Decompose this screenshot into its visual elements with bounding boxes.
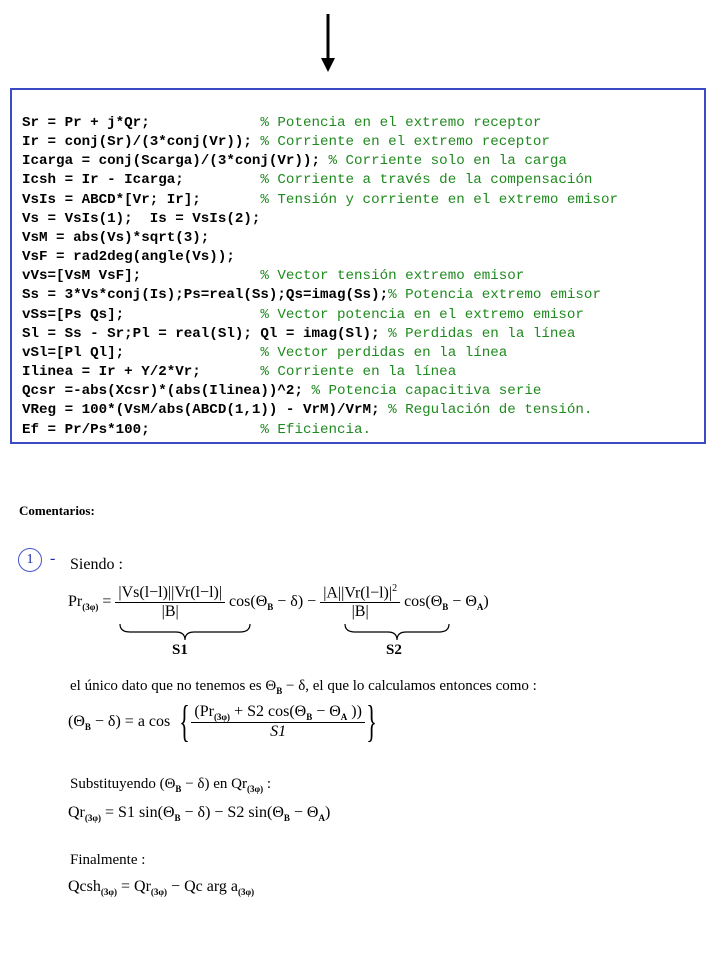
subs-sub2: (3φ) — [246, 784, 264, 794]
eq3-body: = S1 sin(Θ — [101, 804, 175, 821]
eq1-num2: |A||Vr(l−l)| — [323, 584, 393, 602]
code-statement: Sr = Pr + j*Qr; — [22, 115, 261, 131]
unico-sub: B — [276, 686, 283, 696]
item-number-badge: 1 — [18, 548, 42, 572]
code-comment: % Potencia en el extremo receptor — [260, 115, 542, 131]
code-statement: vVs=[VsM VsF]; — [22, 268, 261, 285]
unico-tail: − δ, el que lo calculamos entonces como : — [282, 678, 537, 694]
code-statement: Icarga = conj(Scarga)/(3*conj(Vr)); — [22, 153, 329, 170]
code-statement: VReg = 100*(VsM/abs(ABCD(1,1)) - VrM)/VrM; — [22, 402, 389, 419]
eq1-den2: |B| — [320, 602, 400, 621]
code-comment: % Corriente en la línea — [260, 364, 457, 381]
code-line — [22, 422, 371, 438]
s2-label: S2 — [386, 642, 402, 658]
code-statement: vSl=[Pl Ql]; — [22, 344, 261, 361]
code-line — [22, 402, 592, 418]
code-comment: % Perdidas en la línea — [388, 325, 576, 342]
comments-title: Comentarios: — [19, 503, 95, 518]
eq2-num-mid2: − Θ — [312, 703, 341, 720]
equation-qcsh — [68, 878, 254, 897]
code-statement: Ilinea = Ir + Y/2*Vr; — [22, 364, 261, 381]
eq2-num-sub-a: A — [340, 712, 348, 722]
equation-theta — [68, 697, 382, 746]
eq4-sub3: (3φ) — [237, 887, 255, 897]
eq2-num: (Pr — [194, 703, 214, 720]
code-line — [22, 345, 507, 361]
unico-text — [70, 678, 537, 696]
eq1-fraction-2 — [320, 583, 400, 621]
siendo-label: Siendo : — [70, 556, 123, 573]
unico-theta: Θ — [265, 678, 277, 694]
item-dash: - — [50, 550, 56, 567]
code-statement: vSs=[Ps Qs]; — [22, 306, 261, 323]
eq3-sub-b2: B — [283, 813, 290, 823]
eq4-mid2: − Qc arg a — [167, 878, 238, 895]
eq1-cos1-sub: B — [267, 601, 274, 612]
unico-text-lead: el único dato que no tenemos es — [70, 678, 262, 694]
eq1-cos2-mid: − Θ — [448, 592, 477, 610]
eq2-num-sub-b: B — [306, 712, 313, 722]
code-comment: % Corriente en el extremo receptor — [260, 134, 550, 151]
subs-tail: − δ) en Qr — [181, 776, 247, 792]
code-statement: VsM = abs(Vs)*sqrt(3); — [22, 229, 210, 246]
eq1-cos2-sub-a: A — [476, 601, 484, 612]
eq2-fraction — [191, 703, 365, 741]
eq3-sub-a: A — [318, 813, 325, 823]
eq3-mid: − δ) − S2 sin(Θ — [180, 804, 284, 821]
code-comment: % Corriente solo en la carga — [328, 153, 567, 170]
eq1-num2-exp: 2 — [392, 583, 398, 594]
code-comment: % Potencia extremo emisor — [388, 287, 601, 304]
eq1-equals: = — [102, 592, 112, 610]
eq2-lhs: (Θ — [68, 712, 85, 730]
eq1-cos2-sub-b: B — [442, 601, 449, 612]
code-comment: % Tensión y corriente en el extremo emisor — [260, 191, 618, 208]
code-line — [22, 268, 524, 284]
s2-brace-icon — [343, 622, 451, 642]
eq1-cos1-tail: − δ) − — [273, 592, 317, 610]
eq1-num2-wrap — [320, 583, 400, 602]
down-arrow-icon — [318, 14, 338, 74]
code-statement: Ir = conj(Sr)/(3*conj(Vr)); — [22, 134, 261, 151]
equation-qr — [68, 804, 330, 823]
code-line — [22, 326, 575, 342]
subs-sub: B — [175, 784, 182, 794]
eq2-lhs-tail: − δ) = a cos — [90, 712, 171, 730]
code-statement: VsIs = ABCD*[Vr; Ir]; — [22, 191, 261, 208]
eq2-num-sub: (3φ) — [213, 712, 231, 722]
eq1-cos1: cos(Θ — [229, 592, 268, 610]
code-comment: % Potencia capacitiva serie — [311, 383, 542, 400]
eq1-num1: |Vs(l−l)||Vr(l−l)| — [118, 583, 223, 601]
code-line — [22, 134, 550, 150]
code-line — [22, 307, 584, 323]
eq4-sub2: (3φ) — [150, 887, 168, 897]
eq3-lhs: Qr — [68, 804, 85, 821]
code-line — [22, 172, 592, 188]
code-line — [22, 230, 209, 246]
code-statement: Vs = VsIs(1); Is = VsIs(2); — [22, 210, 261, 227]
eq1-fraction-1 — [115, 584, 225, 621]
code-listing-box — [10, 88, 706, 444]
eq3-mid2: − Θ — [289, 804, 319, 821]
code-comment: % Eficiencia. — [260, 421, 372, 438]
code-comment: % Regulación de tensión. — [388, 402, 593, 419]
eq3-sub: (3φ) — [84, 813, 102, 823]
code-line — [22, 192, 618, 208]
code-statement: Qcsr =-abs(Xcsr)*(abs(Ilinea))^2; — [22, 383, 312, 400]
code-statement: Icsh = Ir - Icarga; — [22, 172, 261, 189]
code-line — [22, 153, 567, 169]
substituyendo-text — [70, 776, 271, 794]
eq3-sub-b: B — [174, 813, 181, 823]
code-statement: Sl = Ss - Sr;Pl = real(Sl); Ql = imag(Sl); — [22, 325, 389, 342]
subs-end: : — [263, 776, 271, 792]
equation-pr — [68, 583, 489, 621]
code-line — [22, 383, 541, 399]
code-comment: % Vector potencia en el extremo emisor — [260, 306, 584, 323]
eq2-num-mid: + S2 cos(Θ — [230, 703, 307, 720]
eq4-mid: = Qr — [117, 878, 151, 895]
code-line — [22, 287, 601, 303]
eq2-num-tail: )) — [347, 703, 362, 720]
code-line — [22, 211, 260, 227]
subs-lead: Substituyendo (Θ — [70, 776, 176, 792]
eq4-sub: (3φ) — [100, 887, 118, 897]
code-listing — [22, 114, 618, 440]
eq2-num-wrap — [191, 703, 365, 722]
s1-brace-icon — [118, 622, 252, 642]
eq2-open-brace: { — [179, 697, 191, 746]
eq4-lhs: Qcsh — [68, 878, 101, 895]
eq2-lhs-wrap — [68, 713, 170, 732]
code-comment: % Vector perdidas en la línea — [260, 344, 508, 361]
eq1-lhs: Pr — [68, 592, 83, 610]
eq1-sub: (3φ) — [82, 601, 99, 612]
s1-label: S1 — [172, 642, 188, 658]
eq1-cos2-tail: ) — [483, 592, 489, 610]
code-statement: Ss = 3*Vs*conj(Is);Ps=real(Ss);Qs=imag(Ss); — [22, 287, 389, 304]
eq3-tail: ) — [324, 804, 331, 821]
eq1-cos2: cos(Θ — [404, 592, 443, 610]
code-line — [22, 249, 235, 265]
code-statement: Ef = Pr/Ps*100; — [22, 421, 261, 438]
eq2-close-brace: } — [366, 697, 377, 746]
code-comment: % Vector tensión extremo emisor — [260, 268, 525, 285]
finalmente-label: Finalmente : — [70, 852, 146, 868]
code-statement: VsF = rad2deg(angle(Vs)); — [22, 249, 235, 266]
code-line — [22, 364, 456, 380]
eq1-den1: |B| — [115, 602, 225, 621]
code-line — [22, 115, 541, 131]
eq2-den: S1 — [191, 722, 365, 741]
code-comment: % Corriente a través de la compensación — [260, 172, 593, 189]
eq2-lhs-sub: B — [84, 721, 91, 732]
